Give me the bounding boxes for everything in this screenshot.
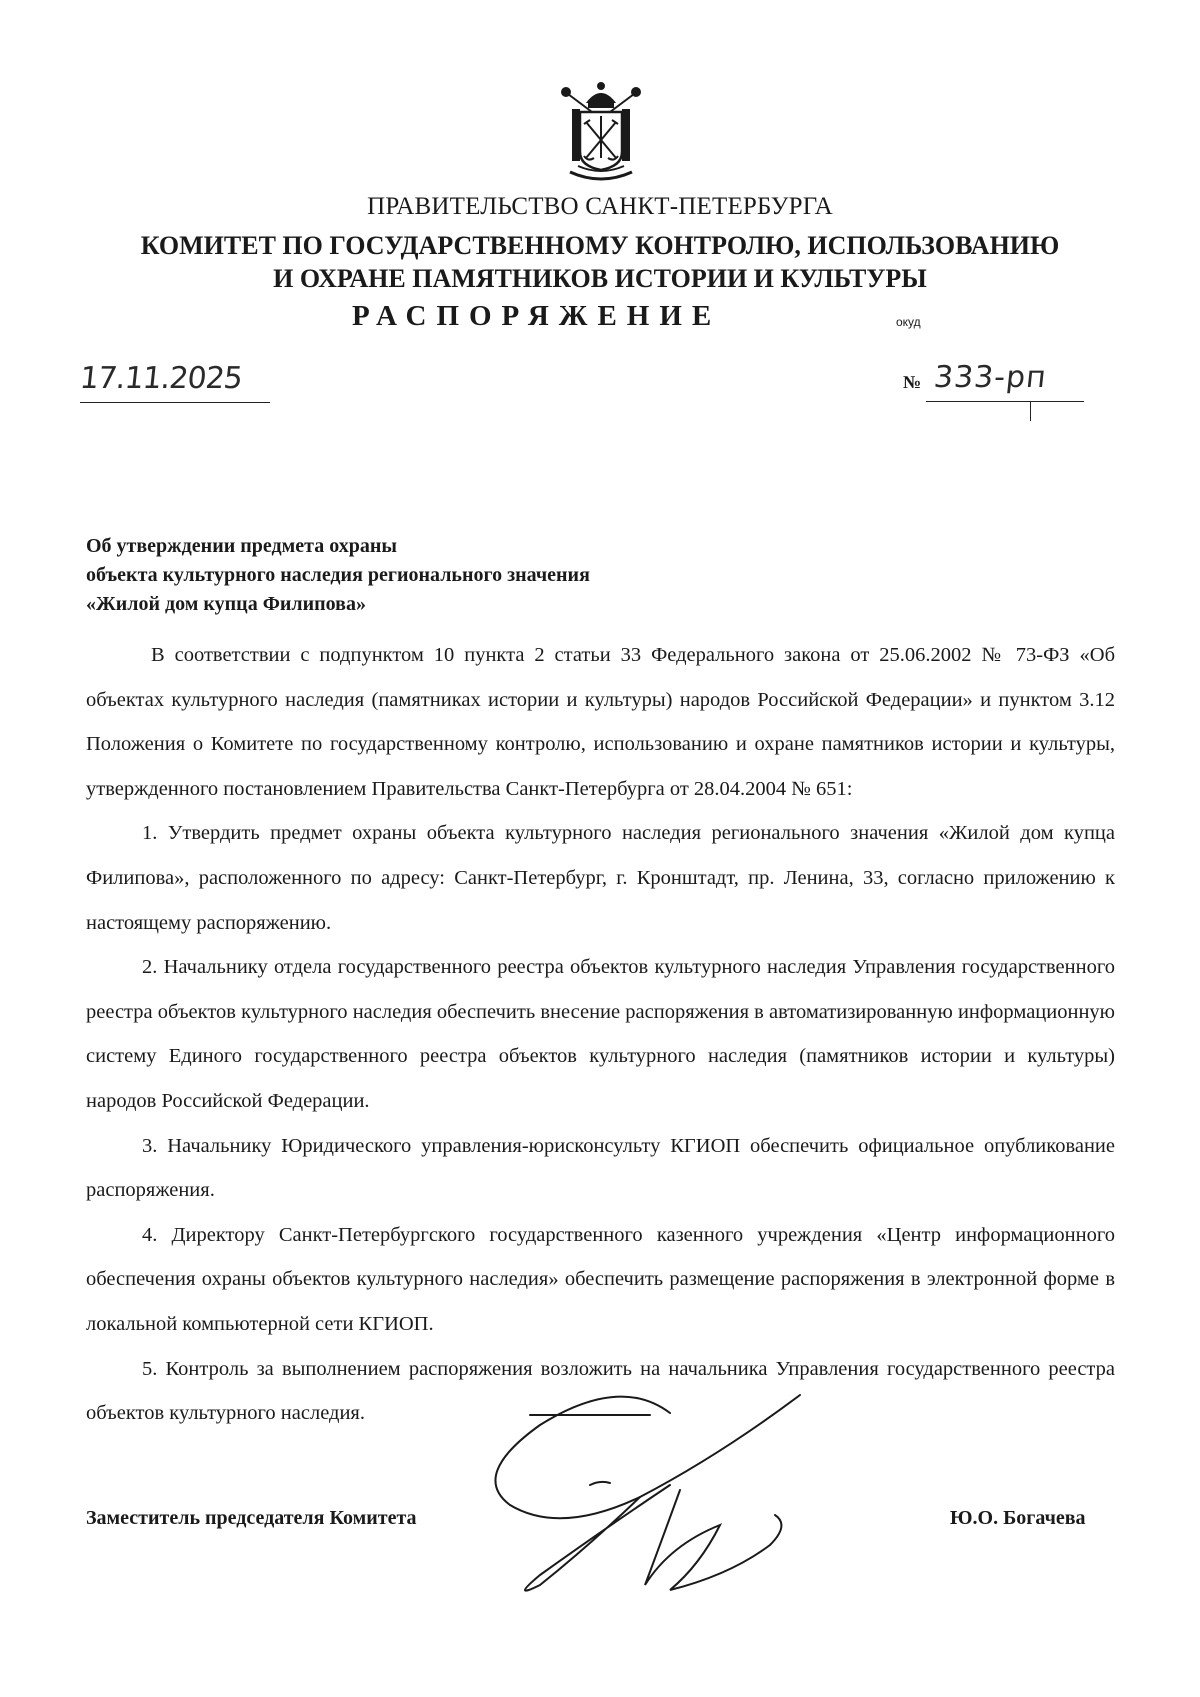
order-item-1: 1. Утвердить предмет охраны объекта культурного наследия регионального значения «Жилой дом купца Филипова», расположенного по адресу: Санкт-Петербург, г. Кронштадт, пр. Ленина, 33, согласно приложению к настоящему распоряжению. — [86, 822, 1115, 934]
number-sign: № — [903, 372, 922, 392]
signatory-name: Ю.О. Богачева — [950, 1507, 1086, 1529]
government-name: ПРАВИТЕЛЬСТВО САНКТ-ПЕТЕРБУРГА — [367, 193, 833, 220]
coat-of-arms-icon — [548, 80, 654, 185]
document-date: 17.11.2025 — [78, 361, 244, 396]
document-body — [86, 633, 1115, 1436]
document-subject — [86, 532, 590, 619]
committee-name-line-1: КОМИТЕТ ПО ГОСУДАРСТВЕННОМУ КОНТРОЛЮ, ИСПОЛЬЗОВАНИЮ — [140, 231, 1060, 260]
order-item-2: 2. Начальнику отдела государственного реестра объектов культурного наследия Управления государственного реестра объектов культурного наследия обеспечить внесение распоряжения в автоматизированную информационную систему Единого государственного реестра объектов культурного наследия (памятников истории и культуры) народов Российской Федерации. — [86, 956, 1115, 1112]
signatory-position: Заместитель председателя Комитета — [86, 1507, 417, 1529]
subject-line-3: «Жилой дом купца Филипова» — [86, 593, 366, 615]
document-type-title: РАСПОРЯЖЕНИЕ — [352, 300, 722, 332]
subject-line-2: объекта культурного наследия регионального значения — [86, 564, 590, 586]
date-underline — [80, 402, 270, 403]
number-underline-tick — [1030, 401, 1031, 421]
subject-line-1: Об утверждении предмета охраны — [86, 535, 397, 557]
order-item-4: 4. Директору Санкт-Петербургского государственного казенного учреждения «Центр информационного обеспечения охраны объектов культурного наследия» обеспечить размещение распоряжения в электронной форме в локальной компьютерной сети КГИОП. — [86, 1223, 1115, 1335]
handwritten-signature — [470, 1385, 900, 1600]
committee-name — [0, 229, 1200, 295]
okud-label: окуд — [896, 315, 921, 329]
order-item-3: 3. Начальнику Юридического управления-юрисконсульту КГИОП обеспечить официальное опубликование распоряжения. — [86, 1134, 1115, 1202]
document-number: 333-рп — [932, 360, 1049, 395]
committee-name-line-2: И ОХРАНЕ ПАМЯТНИКОВ ИСТОРИИ И КУЛЬТУРЫ — [273, 264, 927, 293]
number-underline — [926, 401, 1084, 402]
preamble-paragraph: В соответствии с подпунктом 10 пункта 2 статьи 33 Федерального закона от 25.06.2002 № 73-ФЗ «Об объектах культурного наследия (памятниках истории и культуры) народов Российской Федерации» и пунктом 3.12 Положения о Комитете по государственному контролю, использованию и охране памятников истории и культуры, утвержденного постановлением Правительства Санкт-Петербурга от 28.04.2004 № 651: — [86, 644, 1115, 800]
order-item-5: 5. Контроль за выполнением распоряжения возложить на начальника Управления государственного реестра объектов культурного наследия. — [86, 1357, 1115, 1425]
